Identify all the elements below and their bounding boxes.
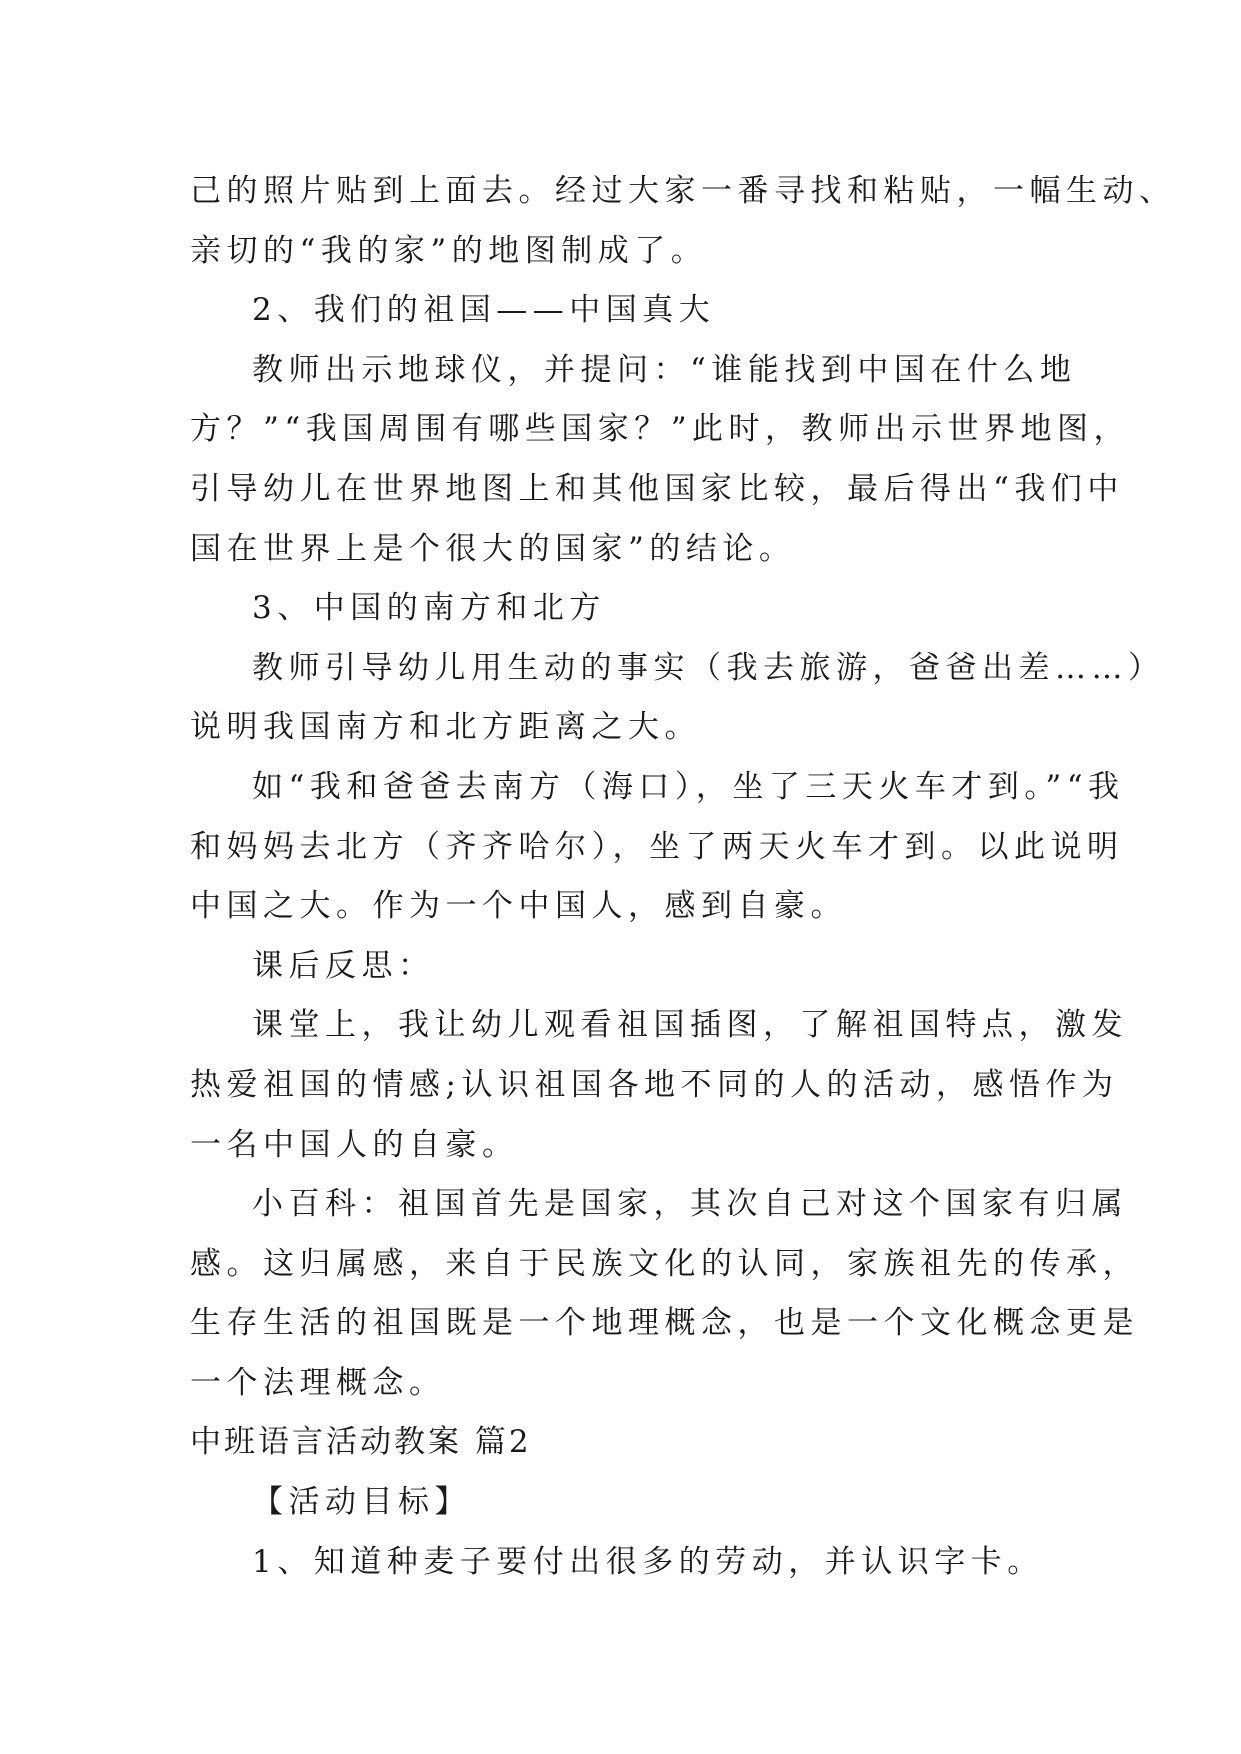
text-line: 一名中国人的自豪。 [190,1126,519,1163]
text-line: 热爱祖国的情感;认识祖国各地不同的人的活动，感悟作为 [190,1066,1119,1103]
text-line: 和妈妈去北方（齐齐哈尔），坐了两天火车才到。以此说明 [190,828,1124,865]
text-line: 如“我和爸爸去南方（海口），坐了三天火车才到。”“我 [252,768,1125,805]
text-line: 说明我国南方和北方距离之大。 [190,709,701,746]
text-line: 3、中国的南方和北方 [252,590,606,627]
subheading-reflection [190,937,1052,997]
paragraph-example [190,758,1125,937]
text-line: 生存生活的祖国既是一个地理概念，也是一个文化概念更是 [190,1305,1139,1342]
text-line: 【活动目标】 [252,1484,471,1521]
subheading-south-north [190,579,1052,639]
paragraph-reflection [190,996,1128,1175]
document-body [190,162,1176,1592]
text-line: 己的照片贴到上面去。经过大家一番寻找和粘贴，一幅生动、 [190,173,1176,209]
paragraph-facts [190,639,1165,758]
text-line: 1、知道种麦子要付出很多的劳动，并认识字卡。 [252,1543,1044,1580]
section-heading: 中班语言活动教案 篇2 [190,1424,532,1461]
text-line: 方？”“我国周围有哪些国家？”此时，教师出示世界地图， [190,411,1131,448]
subheading-activity-goals [190,1473,1052,1533]
text-line: 教师出示地球仪，并提问：“谁能找到中国在什么地 [252,351,1077,388]
text-line: 国在世界上是个很大的国家”的结论。 [190,530,796,567]
text-line: 教师引导幼儿用生动的事实（我去旅游，爸爸出差……） [252,649,1165,686]
text-line: 感。这归属感，来自于民族文化的认同，家族祖先的传承， [190,1245,1139,1282]
paragraph-goal-1 [190,1533,1052,1593]
text-line: 小百科：祖国首先是国家，其次自己对这个国家有归属 [252,1186,1128,1223]
paragraph-encyclopedia [190,1175,1139,1413]
text-line: 课后反思： [252,947,435,984]
text-line: 一个法理概念。 [190,1364,446,1401]
subheading-motherland-big [190,281,1052,341]
text-line: 2、我们的祖国——中国真大 [252,292,716,329]
text-line: 引导幼儿在世界地图上和其他国家比较，最后得出“我们中 [190,470,1124,507]
text-line: 课堂上，我让幼儿观看祖国插图，了解祖国特点，激发 [252,1007,1128,1044]
paragraph-photo-map [190,162,1176,281]
text-line: 亲切的“我的家”的地图制成了。 [190,232,708,269]
paragraph-globe [190,341,1131,579]
text-line: 中国之大。作为一个中国人，感到自豪。 [190,888,847,925]
